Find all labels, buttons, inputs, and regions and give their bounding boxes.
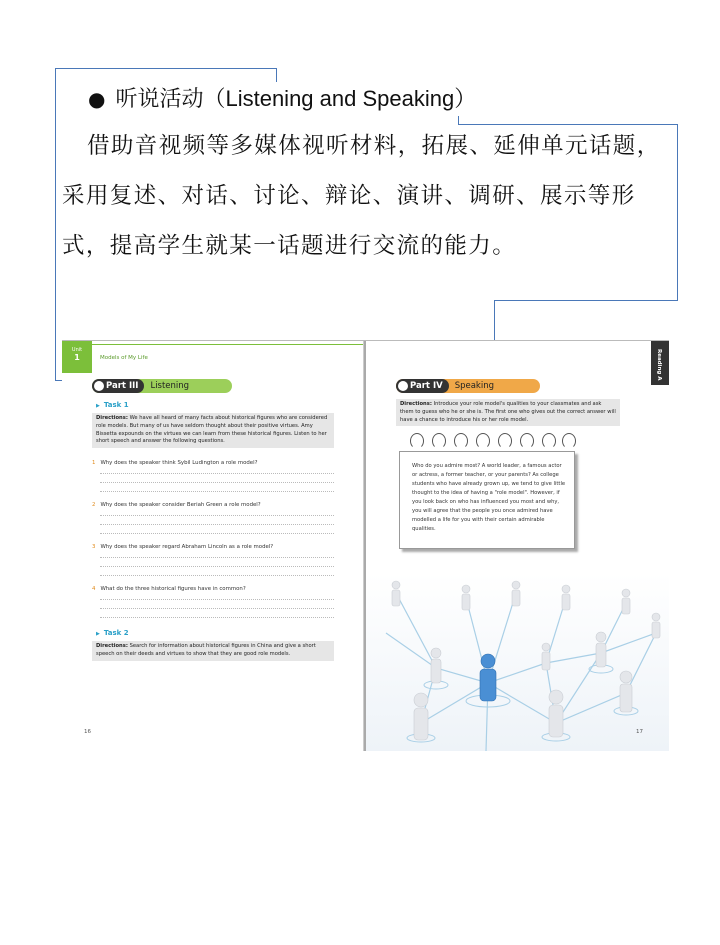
spiral-ring [410, 433, 424, 449]
question-text: Why does the speaker think Sybil Ludington a role model? [100, 460, 258, 466]
page-number-left: 16 [84, 729, 91, 735]
task-2-heading: ▶ Task 2 [96, 629, 129, 637]
bullet-icon: ● [88, 87, 106, 111]
person-icon [512, 581, 520, 606]
directions-text: We have all heard of many facts about historical figures who are considered role models. But many of us have seldom thought about their positive virtues. Amy Bissetta expounds on the virtues we can learn from these historical figures. Listen to her short speech and answer the following questions. [96, 415, 328, 445]
spiral-ring [498, 433, 512, 449]
left-page [62, 341, 364, 751]
question-1 [92, 460, 357, 466]
answer-line [100, 566, 334, 567]
part-label: Part IV [410, 381, 443, 391]
task-2-directions [92, 641, 334, 661]
person-icon [392, 581, 400, 606]
part-pill [92, 379, 144, 393]
textbook-spread [62, 340, 669, 750]
answer-line [100, 533, 334, 534]
answer-line [100, 617, 334, 618]
question-text: What do the three historical figures have in common? [100, 586, 246, 592]
part-title: Speaking [454, 381, 494, 391]
person-icon [562, 585, 570, 610]
side-tab-label: Reading A [656, 349, 662, 381]
directions-text: Search for information about historical figures in China and give a short speech on their deeds and virtues to show that they are good role models. [96, 643, 316, 657]
spiral-ring [542, 433, 556, 449]
right-page [366, 341, 669, 751]
callout-line-top-left [55, 68, 277, 69]
spiral-ring [562, 433, 576, 449]
microphone-icon [398, 381, 408, 391]
directions-text: Introduce your role model's qualities to your classmates and ask them to guess who he or she is. The first one who gives out the correct answer will have a chance to introduce his or her role model. [400, 401, 616, 423]
answer-line [100, 524, 334, 525]
question-text: Why does the speaker consider Beriah Green a role model? [100, 502, 261, 508]
answer-line [100, 482, 334, 483]
spiral-ring [520, 433, 534, 449]
answer-line [100, 608, 334, 609]
question-number: 4 [92, 586, 96, 592]
description-paragraph: 借助音视频等多媒体视听材料，拓展、延伸单元话题，采用复述、对话、讨论、辩论、演讲、调研、展示等形式，提高学生就某一话题进行交流的能力。 [62, 133, 661, 259]
answer-line [100, 491, 334, 492]
unit-label: Unit [71, 347, 83, 353]
notebook-text: Who do you admire most? A world leader, a famous actor or actress, a former teacher, or your parents? As college students who have already grown up, we tend to give little thought to the idea of having a "role model". However, if you look back on who has influenced you most and why, you will agree that the people you once admired have modelled a life for you with their certain admirable qualities. [412, 463, 566, 532]
answer-line [100, 599, 334, 600]
question-text: Why does the speaker regard Abraham Lincoln as a role model? [100, 544, 274, 550]
spiral-ring [432, 433, 446, 449]
answer-line [100, 557, 334, 558]
part-title: Listening [150, 381, 190, 391]
question-4 [92, 586, 357, 592]
listening-part-bar [92, 379, 232, 393]
person-icon [549, 690, 563, 737]
person-icon [542, 643, 550, 670]
network-people-illustration [366, 573, 669, 751]
directions-label: Directions: [96, 643, 128, 649]
directions-label: Directions: [96, 415, 128, 421]
headphone-icon [94, 381, 104, 391]
person-icon [431, 648, 441, 683]
person-icon [414, 693, 428, 740]
part-pill [396, 379, 449, 393]
notebook-spirals [406, 433, 576, 451]
spiral-ring [454, 433, 468, 449]
callout-text-block [62, 84, 682, 271]
task-1-directions [92, 413, 334, 448]
notebook-card [399, 451, 575, 549]
answer-line [100, 473, 334, 474]
page-number-right: 17 [636, 729, 643, 735]
question-number: 2 [92, 502, 96, 508]
directions-label: Directions: [400, 401, 432, 407]
section-heading [88, 84, 682, 115]
part-label: Part III [106, 381, 139, 391]
spiral-ring [476, 433, 490, 449]
header-rule [62, 344, 364, 345]
question-2 [92, 502, 357, 508]
speaking-part-bar [396, 379, 540, 393]
person-icon [620, 671, 632, 712]
question-number: 1 [92, 460, 96, 466]
callout-line-left [55, 68, 56, 380]
person-icon [652, 613, 660, 638]
unit-tab [62, 341, 92, 373]
speaking-directions [396, 399, 620, 426]
heading-close: ） [454, 87, 477, 112]
person-icon [462, 585, 470, 610]
person-icon [596, 632, 606, 667]
blue-figure [480, 654, 496, 701]
answer-line [100, 575, 334, 576]
person-icon [622, 589, 630, 614]
answer-line [100, 515, 334, 516]
question-number: 3 [92, 544, 96, 550]
unit-number: 1 [74, 353, 80, 362]
heading-cn: 听说活动（ [115, 87, 226, 112]
callout-line-tick [276, 68, 277, 82]
question-3 [92, 544, 357, 550]
task-1-heading: ▶ Task 1 [96, 401, 129, 409]
unit-title: Models of My Life [100, 355, 148, 361]
callout-line-right-bottom [494, 300, 678, 301]
reading-side-tab [651, 341, 669, 385]
heading-en: Listening and Speaking [225, 86, 455, 111]
